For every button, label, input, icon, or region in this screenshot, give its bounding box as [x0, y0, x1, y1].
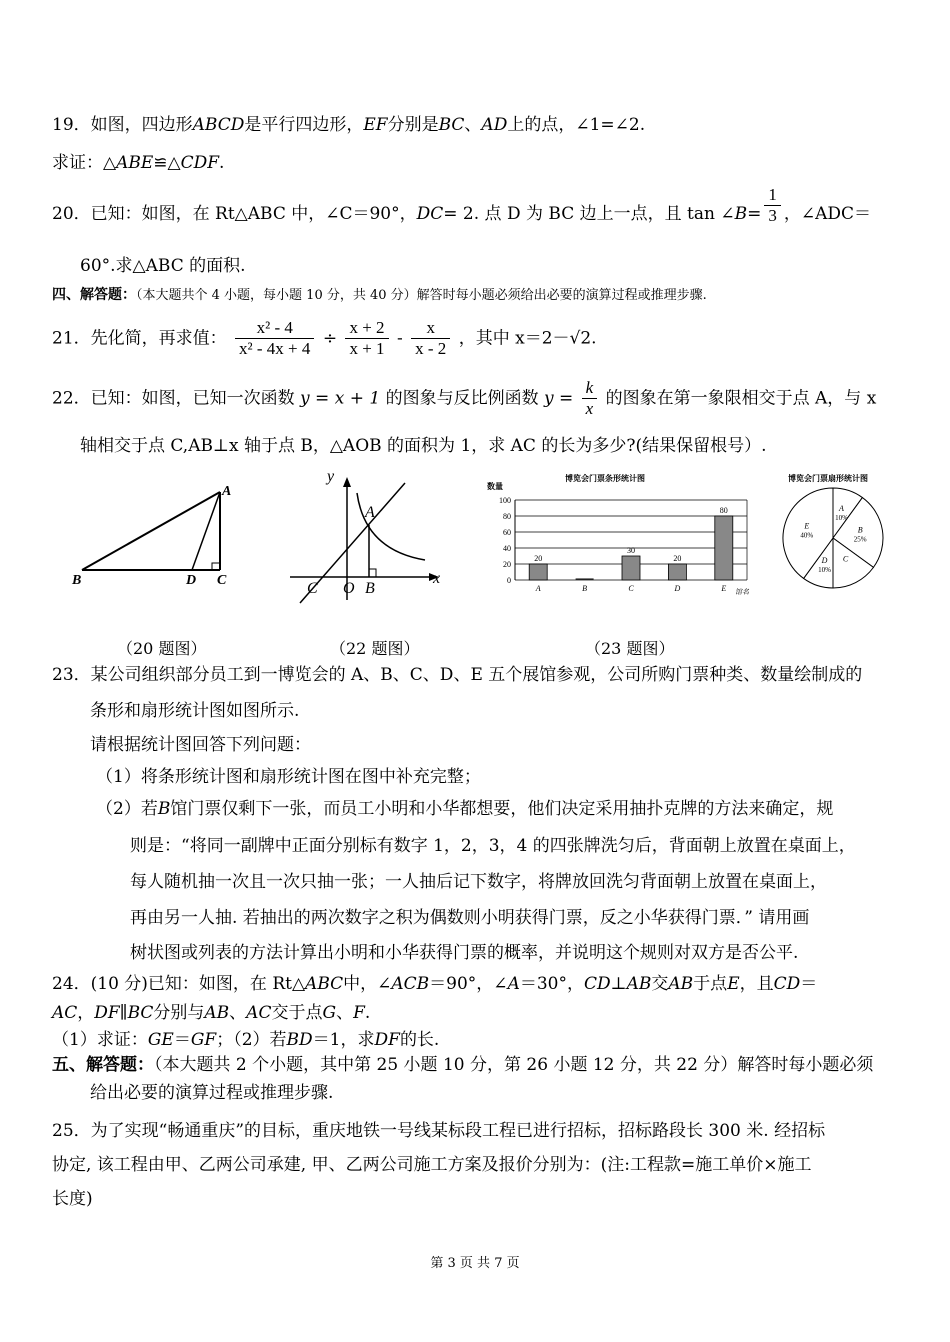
q19-line2: 求证：△ABE≌△CDF. — [52, 153, 225, 173]
page-footer: 第 3 页 共 7 页 — [430, 1256, 520, 1271]
q21-line: 21．先化简，再求值： $\frac{\text{x² - 4}}{\text{x² - 4x + 4}}$ ÷ $\frac{x + 2}{x + 1}$ - $\frac{x}{x - 2}$ ，其中 x＝2－√2. — [52, 318, 597, 358]
bar-xtick-label: B — [582, 584, 588, 593]
q25-line3: 长度) — [52, 1189, 93, 1209]
bar-xtick-label: D — [674, 584, 681, 593]
bar-D — [668, 564, 686, 580]
bar-ytick-label: 20 — [503, 560, 511, 569]
q23-line6: 则是：“将同一副牌中正面分别标有数字 1，2，3，4 的四张牌洗匀后，背面朝上放置在桌面上， — [130, 836, 856, 856]
pie-slice-label: C — [842, 554, 849, 564]
q23-line3: 请根据统计图回答下列问题： — [90, 735, 311, 755]
q23-line2: 条形和扇形统计图如图所示. — [90, 701, 300, 721]
q19-line1: 19．如图，四边形ABCD是平行四边形，EF分别是BC、AD上的点，∠1=∠2. — [52, 115, 646, 135]
q23-line1: 23．某公司组织部分员工到一博览会的 A、B、C、D、E 五个展馆参观，公司所购门票种类、数量绘制成的 — [52, 665, 863, 685]
bar-E — [715, 516, 733, 580]
q23-line7: 每人随机抽一次且一次只抽一张；一人抽后记下数字，将牌放回洗匀背面朝上放置在桌面上， — [130, 872, 827, 892]
fig22-label-C: C — [307, 580, 318, 597]
bar-data-label: 20 — [534, 554, 543, 563]
bar-C — [622, 556, 640, 580]
pie-slice-label: D — [821, 556, 828, 566]
q23-line9: 树状图或列表的方法计算出小明和小华获得门票的概率，并说明这个规则对双方是否公平. — [130, 943, 799, 963]
q22-line2: 轴相交于点 C,AB⊥x 轴于点 B，△AOB 的面积为 1，求 AC 的长为多少?(结果保留根号）. — [80, 436, 767, 456]
bar-data-label: 80 — [719, 506, 728, 515]
section5-note2: 给出必要的演算过程或推理步骤. — [90, 1083, 334, 1103]
bar-ytick-label: 100 — [499, 496, 511, 505]
q25-line1: 25．为了实现“畅通重庆”的目标，重庆地铁一号线某标段工程已进行招标，招标路段长 300 米. 经招标 — [52, 1121, 826, 1141]
bar-chart — [485, 468, 760, 598]
fig22-label-A: A — [365, 504, 375, 521]
q20-line2: 60°.求△ABC 的面积. — [80, 256, 246, 276]
fig22-label-O: O — [343, 580, 355, 597]
q23-line8: 再由另一人抽. 若抽出的两次数字之积为偶数则小明获得门票，反之小华获得门票．” 请用画 — [130, 908, 810, 928]
pie-slice-pct: 25% — [853, 535, 867, 544]
pie-slice-pct: 10% — [835, 513, 848, 522]
q23-line5: （2）若B馆门票仅剩下一张，而员工小明和小华都想要，他们决定采用抽扑克牌的方法来确定，规 — [96, 799, 834, 819]
section5-header: 五、解答题：（本大题共 2 个小题，其中第 25 小题 10 分，第 26 小题 12 分，共 22 分）解答时每小题必须 — [52, 1055, 874, 1075]
fig20-label-C: C — [217, 573, 227, 588]
caption-23: （23 题图） — [585, 639, 675, 658]
bar-data-label: 30 — [627, 546, 635, 555]
q22-line1: 22．已知：如图，已知一次函数 y = x + 1 的图象与反比例函数 y = $\frac{k}{x}$ 的图象在第一象限相交于点 A，与 x — [52, 378, 877, 418]
bar-xtick-label: A — [535, 584, 541, 593]
bar-ytick-label: 40 — [503, 544, 511, 553]
bar-ytick-label: 80 — [503, 512, 511, 521]
bar-ytick-label: 0 — [507, 576, 511, 585]
fig22-label-B: B — [365, 580, 375, 597]
pie-chart — [768, 468, 898, 593]
fig22-label-x: x — [433, 570, 441, 587]
pie-chart-title: 博览会门票扇形统计图 — [788, 474, 868, 483]
bar-A — [529, 564, 547, 580]
pie-slice-pct: 10% — [818, 566, 831, 575]
q24-line1: 24．(10 分)已知：如图，在 Rt△ABC中，∠ACB＝90°，∠A＝30°，CD⊥AB交AB于点E，且CD＝ — [52, 974, 818, 994]
pie-slice-pct: 40% — [800, 531, 814, 540]
fig22-label-y: y — [327, 468, 335, 485]
pie-slice-label: E — [804, 521, 810, 531]
q25-line2: 协定, 该工程由甲、乙两公司承建, 甲、乙两公司施工方案及报价分别为：(注:工程款=施工单价×施工 — [52, 1155, 812, 1175]
fig20-label-A: A — [222, 484, 232, 499]
pie-slice-label: B — [857, 525, 863, 535]
bar-chart-title: 博览会门票条形统计图 — [565, 474, 645, 483]
bar-chart-ylabel: 数量 — [487, 482, 503, 491]
pie-slice-label: A — [839, 503, 844, 513]
fig20-label-D: D — [186, 573, 197, 588]
bar-data-label: 20 — [673, 554, 682, 563]
bar-ytick-label: 60 — [503, 528, 511, 537]
q20-line1: 20．已知：如图，在 Rt△ABC 中，∠C＝90°，DC= 2. 点 D 为 BC 边上一点，且 tan ∠B= $\frac{1}{3}$ ，∠ADC＝ — [52, 185, 871, 225]
fig20-label-B: B — [72, 573, 82, 588]
figure-22 — [285, 465, 450, 605]
bar-xtick-label: E — [721, 584, 727, 593]
bar-chart-xlabel: 馆名 — [735, 588, 749, 596]
figure-20 — [62, 480, 242, 590]
section4-header: 四、解答题：（本大题共个 4 小题，每小题 10 分，共 40 分）解答时每小题必须给出必要的演算过程或推理步骤. — [52, 287, 707, 303]
caption-22: （22 题图） — [330, 639, 420, 658]
bar-xtick-label: C — [628, 584, 634, 593]
q24-line2: AC，DF∥BC分别与AB、AC交于点G、F. — [52, 1003, 371, 1023]
caption-20: （20 题图） — [117, 639, 207, 658]
q24-line3: （1）求证：GE＝GF；（2）若BD＝1，求DF的长. — [52, 1030, 440, 1050]
q23-line4: （1）将条形统计图和扇形统计图在图中补充完整； — [96, 767, 481, 787]
